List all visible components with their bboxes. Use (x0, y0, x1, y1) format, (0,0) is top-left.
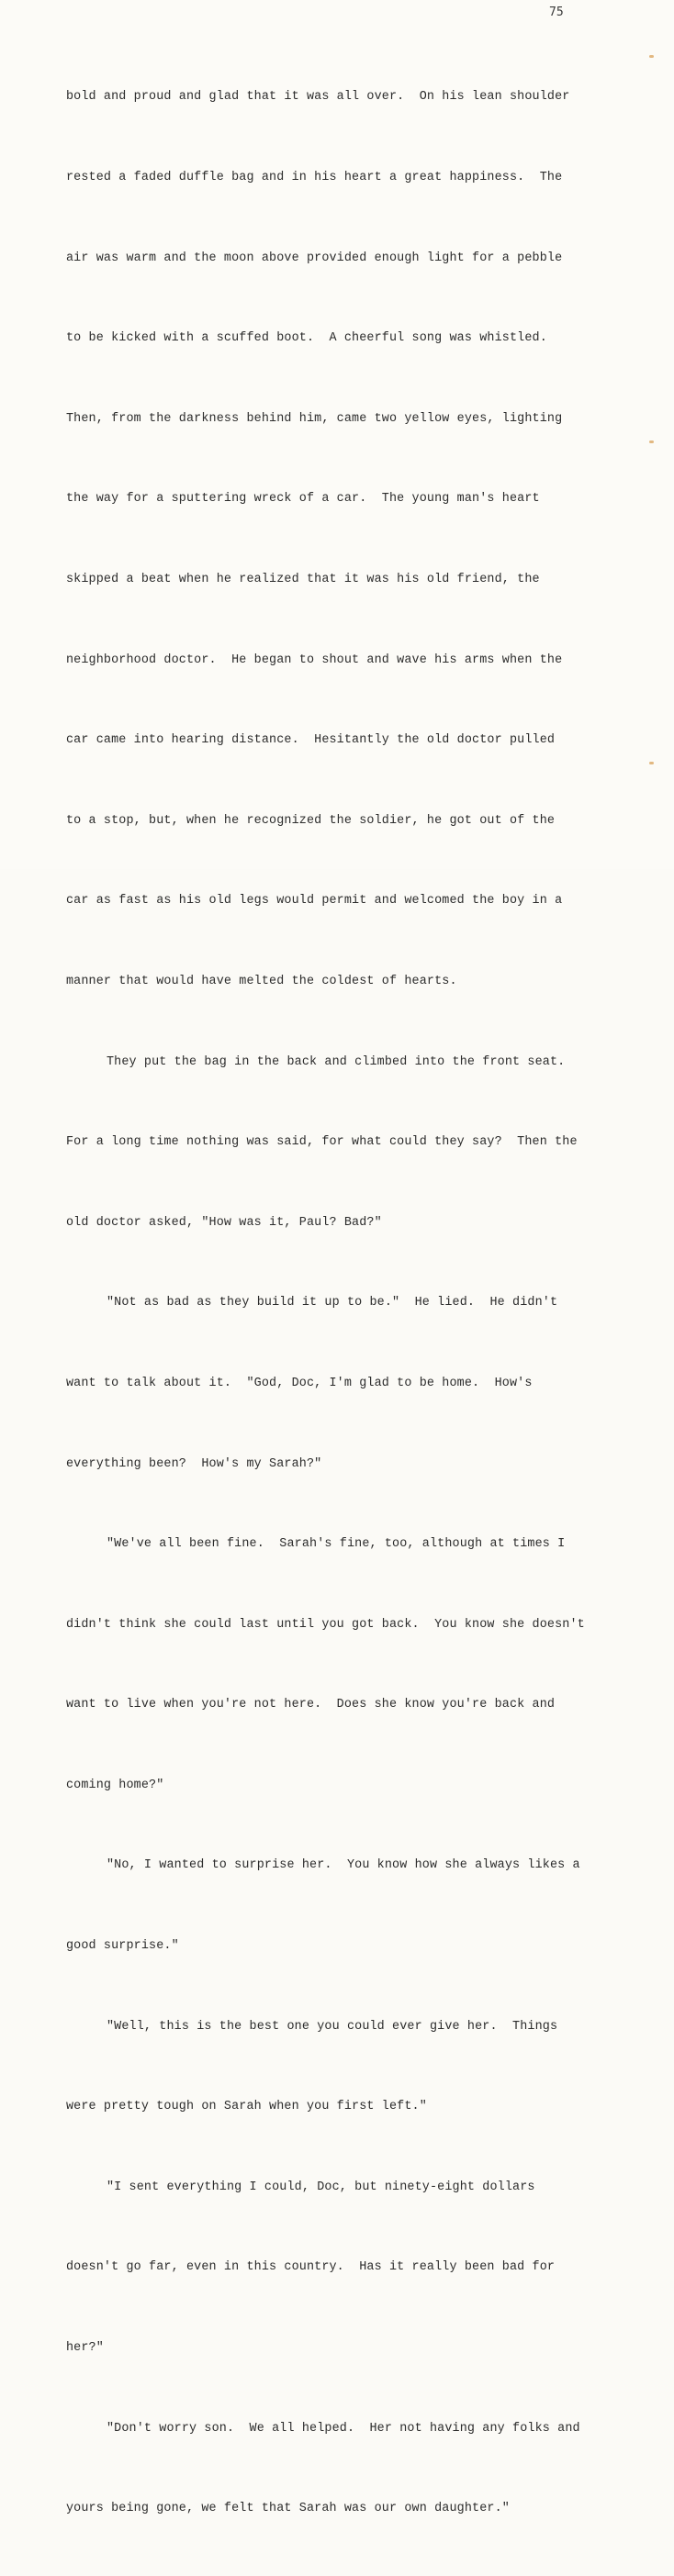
paragraph-start-line: "Not as bad as they build it up to be." He lied. He didn't (107, 1296, 558, 1310)
text-line: were pretty tough on Sarah when you first left." (66, 2100, 427, 2114)
text-line: skipped a beat when he realized that it was his old friend, the (66, 572, 540, 586)
paragraph-start-line: They put the bag in the back and climbed into the front seat. (107, 1054, 566, 1069)
text-line: her?" (66, 2341, 104, 2356)
text-line: rested a faded duffle bag and in his heart a great happiness. The (66, 171, 563, 184)
text-line: manner that would have melted the coldest of hearts. (66, 974, 457, 988)
text-line: neighborhood doctor. He began to shout and wave his arms when the (66, 652, 563, 667)
margin-mark (649, 55, 654, 58)
text-line: to be kicked with a scuffed boot. A cheerful song was whistled. (66, 331, 547, 346)
paragraph-start-line: "Well, this is the best one you could ever give her. Things (107, 2019, 558, 2034)
text-line: coming home?" (66, 1778, 164, 1792)
text-line: yours being gone, we felt that Sarah was our own daughter." (66, 2502, 510, 2516)
text-line: the way for a sputtering wreck of a car. The young man's heart (66, 492, 540, 507)
text-line: bold and proud and glad that it was all over. On his lean shoulder (66, 90, 570, 105)
text-line: old doctor asked, "How was it, Paul? Bad?" (66, 1215, 382, 1230)
text-line: everything been? How's my Sarah?" (66, 1456, 322, 1471)
text-line: doesn't go far, even in this country. Has it really been bad for (66, 2260, 556, 2275)
paragraph-start-line: "I sent everything I could, Doc, but ninety-eight dollars (107, 2180, 535, 2194)
text-line: want to talk about it. "God, Doc, I'm glad to be home. How's (66, 1376, 533, 1390)
text-line: car as fast as his old legs would permit and welcomed the boy in a (66, 894, 563, 909)
manuscript-text (66, 30, 635, 2576)
paragraph-start-line: "We've all been fine. Sarah's fine, too, although at times I (107, 1537, 566, 1552)
paragraph-start-line: "Don't worry son. We all helped. Her not having any folks and (107, 2421, 580, 2436)
text-line: car came into hearing distance. Hesitantly the old doctor pulled (66, 733, 556, 748)
text-line: For a long time nothing was said, for what could they say? Then the (66, 1135, 578, 1150)
text-line: air was warm and the moon above provided enough light for a pebble (66, 251, 563, 265)
text-line: to a stop, but, when he recognized the soldier, he got out of the (66, 813, 556, 828)
page-number: 75 (549, 6, 564, 19)
text-line: Then, from the darkness behind him, came two yellow eyes, lighting (66, 411, 563, 426)
paragraph-start-line: "No, I wanted to surprise her. You know how she always likes a (107, 1858, 580, 1873)
text-line: good surprise." (66, 1939, 179, 1954)
text-line: didn't think she could last until you got back. You know she doesn't (66, 1617, 585, 1632)
margin-mark (649, 440, 654, 443)
text-line: want to live when you're not here. Does she know you're back and (66, 1698, 556, 1712)
margin-mark (649, 762, 654, 764)
